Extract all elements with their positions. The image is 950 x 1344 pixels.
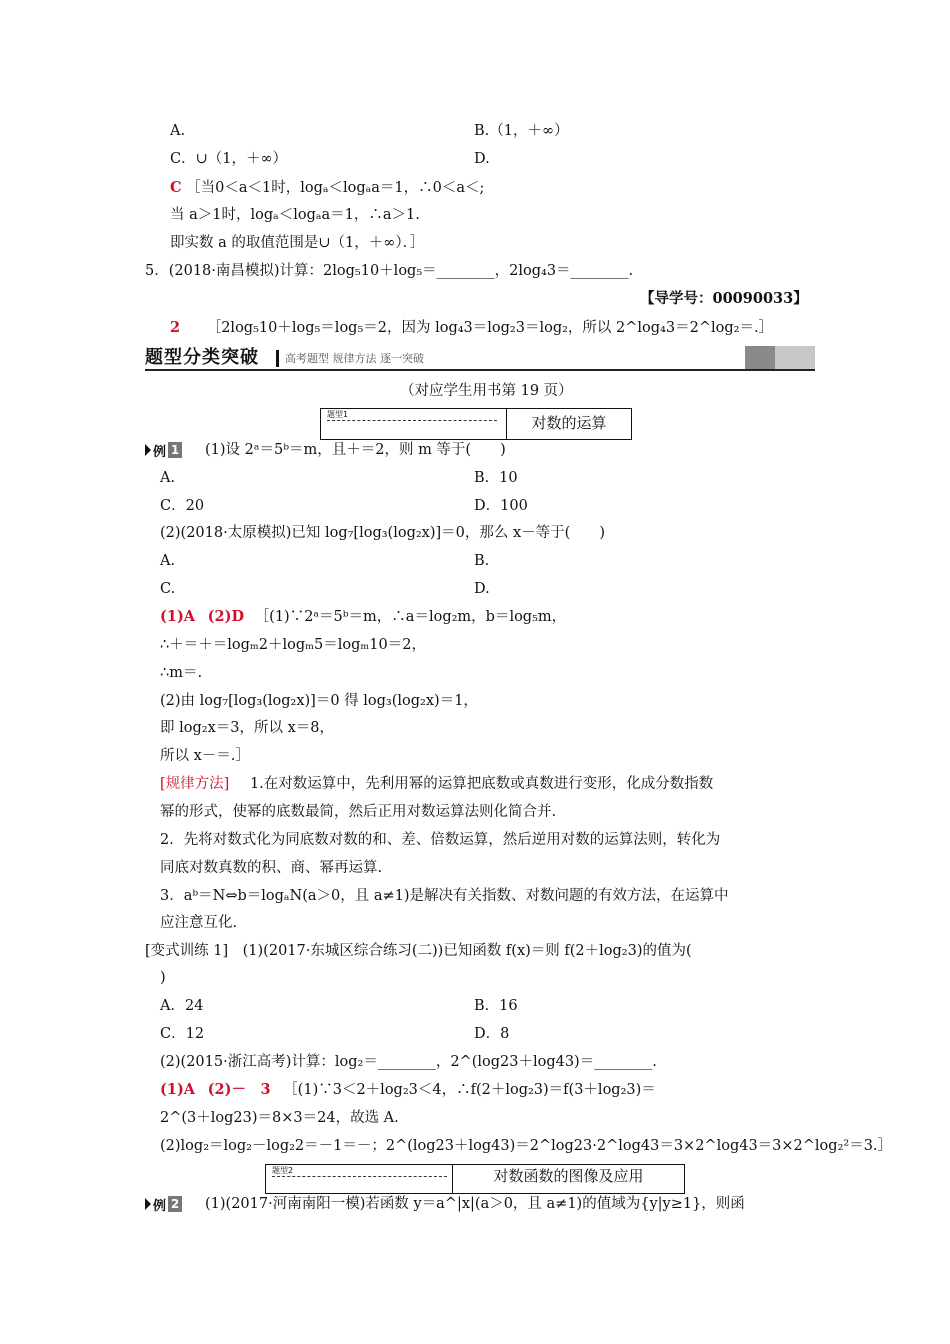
variant-1-solution-line-3: (2)log₂＝log₂－log₂2＝－1＝－；2^(log23＋log43)＝2^log23·2^log43＝3×2^log43＝3×2^log₂²＝3.］ xyxy=(160,1138,893,1154)
method-line-1 xyxy=(160,774,713,794)
method-text-1a: 1.在对数运算中，先利用幂的运算把底数或真数进行变形，化成分数指数 xyxy=(249,776,714,792)
example-1-number: 1 xyxy=(168,442,182,458)
ex1-solution-line-6: 所以 x－＝.］ xyxy=(160,748,250,764)
q4-option-b: B.（1，＋∞） xyxy=(474,123,569,139)
ex1-q1-option-d: D．100 xyxy=(474,498,528,514)
ex1-answer-1: (1)A xyxy=(160,608,196,625)
ex1-solution-line-5: 即 log₂x＝3，所以 x＝8， xyxy=(160,720,334,736)
topic-2-box xyxy=(265,1164,685,1194)
q4-option-a: A. xyxy=(170,123,186,139)
ex1-q1-option-b: B．10 xyxy=(474,470,518,486)
ex1-question-2: (2)(2018·太原模拟)已知 log₇[log₃(log₂x)]＝0，那么 x－等于( ) xyxy=(160,525,605,541)
example-2-char: 例 xyxy=(153,1198,167,1214)
q4-solution-line-3: 即实数 a 的取值范围是∪（1，＋∞）．］ xyxy=(170,235,425,251)
topic-2-dashed-line xyxy=(272,1176,447,1177)
variant-1-answer-1: (1)A xyxy=(160,1081,196,1098)
section-title: 题型分类突破 xyxy=(145,347,259,368)
q4-answer: C xyxy=(170,179,182,196)
variant-1-solution-line-1 xyxy=(160,1080,656,1100)
banner-light-block xyxy=(775,346,815,369)
variant-1-option-b: B．16 xyxy=(474,998,518,1014)
ex1-question-1: (1)设 2ᵃ＝5ᵇ＝m，且＋＝2，则 m 等于( ) xyxy=(205,442,506,458)
q4-solution-text-1: ［当0＜a＜1时，logₐ＜logₐa＝1，∴0＜a＜; xyxy=(186,180,485,196)
ex2-question-1: (1)(2017·河南南阳一模)若函数 y＝a^|x|(a＞0，且 a≠1)的值域为{y|y≥1}，则函 xyxy=(205,1196,745,1212)
variant-1-answer-2: (2)－ 3 xyxy=(207,1081,271,1098)
method-text-1b: 幂的形式，使幂的底数最简，然后正用对数运算法则化简合并. xyxy=(160,804,557,820)
example-1-char: 例 xyxy=(153,444,167,460)
variant-1-option-c: C．12 xyxy=(160,1026,205,1042)
ex1-q2-option-a: A. xyxy=(160,553,176,569)
ex1-q2-option-d: D. xyxy=(474,581,490,597)
section-banner xyxy=(145,346,815,370)
ex1-q2-option-b: B. xyxy=(474,553,490,569)
q4-solution-line-2: 当 a＞1时，logₐ＜logₐa＝1，∴a＞1. xyxy=(170,207,420,223)
q4-option-c: C．∪（1，＋∞） xyxy=(170,151,288,167)
example-arrow-icon xyxy=(145,1198,151,1210)
method-text-2b: 同底对数真数的积、商、幂再运算. xyxy=(160,860,383,876)
example-2-label xyxy=(145,1195,182,1213)
variant-1-head: [变式训练 1] (1)(2017·东城区综合练习(二))已知函数 f(x)＝则 f(2＋log₂3)的值为( xyxy=(145,943,692,959)
method-label: [规律方法] xyxy=(160,776,230,792)
banner-underline xyxy=(145,369,815,371)
banner-dark-block xyxy=(745,346,775,369)
section-title-divider xyxy=(276,350,279,367)
variant-1-solution-line-2: 2^(3＋log23)＝8×3＝24，故选 A. xyxy=(160,1110,399,1126)
topic-1-dashed-line xyxy=(327,420,497,421)
ex1-solution-text-1: ［(1)∵2ᵃ＝5ᵇ＝m，∴a＝log₂m，b＝log₅m， xyxy=(254,609,567,625)
ex1-solution-line-3: ∴m＝. xyxy=(160,665,203,681)
topic-2-tag: 题型2 xyxy=(272,1166,294,1175)
q5-solution-text: ［2log₅10＋log₅＝log₅＝2，因为 log₄3＝log₂3＝log₂，所以 2^log₄3＝2^log₂＝.］ xyxy=(206,320,774,336)
ex1-solution-line-2: ∴＋＝＋＝logₘ2＋logₘ5＝logₘ10＝2， xyxy=(160,637,426,653)
example-arrow-icon xyxy=(145,444,151,456)
q4-solution-line-1 xyxy=(170,178,484,198)
variant-1-head-cont: ) xyxy=(160,970,166,986)
method-text-3a: 3．aᵇ＝N⇔b＝logₐN(a＞0，且 a≠1)是解决有关指数、对数问题的有效方法，在运算中 xyxy=(160,888,729,904)
topic-2-title: 对数函数的图像及应用 xyxy=(493,1167,644,1185)
topic-1-box xyxy=(320,408,632,440)
method-text-3b: 应注意互化. xyxy=(160,915,238,931)
q4-option-d: D. xyxy=(474,151,490,167)
ex1-q1-option-c: C．20 xyxy=(160,498,205,514)
ex1-q1-option-a: A. xyxy=(160,470,176,486)
example-1-label xyxy=(145,441,182,459)
ex1-q2-option-c: C. xyxy=(160,581,176,597)
q5-stem: 5．(2018·南昌模拟)计算：2log₅10＋log₅＝________，2log₄3＝________. xyxy=(145,263,634,279)
topic-1-tag: 题型1 xyxy=(327,410,349,419)
method-text-2a: 2．先将对数式化为同底数对数的和、差、倍数运算，然后逆用对数的运算法则，转化为 xyxy=(160,832,721,848)
variant-1-solution-text-1: ［(1)∵3＜2＋log₂3＜4，∴f(2＋log₂3)＝f(3＋log₂3)＝ xyxy=(283,1082,656,1098)
variant-1-option-a: A．24 xyxy=(160,998,204,1014)
q5-answer: 2 xyxy=(170,319,181,336)
ex1-answer-2: (2)D xyxy=(207,608,245,625)
variant-1-option-d: D．8 xyxy=(474,1026,510,1042)
example-2-number: 2 xyxy=(168,1196,182,1212)
q5-guide-number: 【导学号：00090033】 xyxy=(640,290,808,307)
section-subtitle: 高考题型 规律方法 逐一突破 xyxy=(285,352,424,365)
ex1-solution-line-1 xyxy=(160,607,566,627)
section-page-reference: （对应学生用书第 19 页） xyxy=(400,383,573,399)
ex1-solution-line-4: (2)由 log₇[log₃(log₂x)]＝0 得 log₃(log₂x)＝1， xyxy=(160,693,478,709)
topic-1-title: 对数的运算 xyxy=(531,414,607,432)
q5-solution xyxy=(170,318,773,338)
variant-1-question-2: (2)(2015·浙江高考)计算：log₂＝________，2^(log23＋log43)＝________. xyxy=(160,1054,657,1070)
